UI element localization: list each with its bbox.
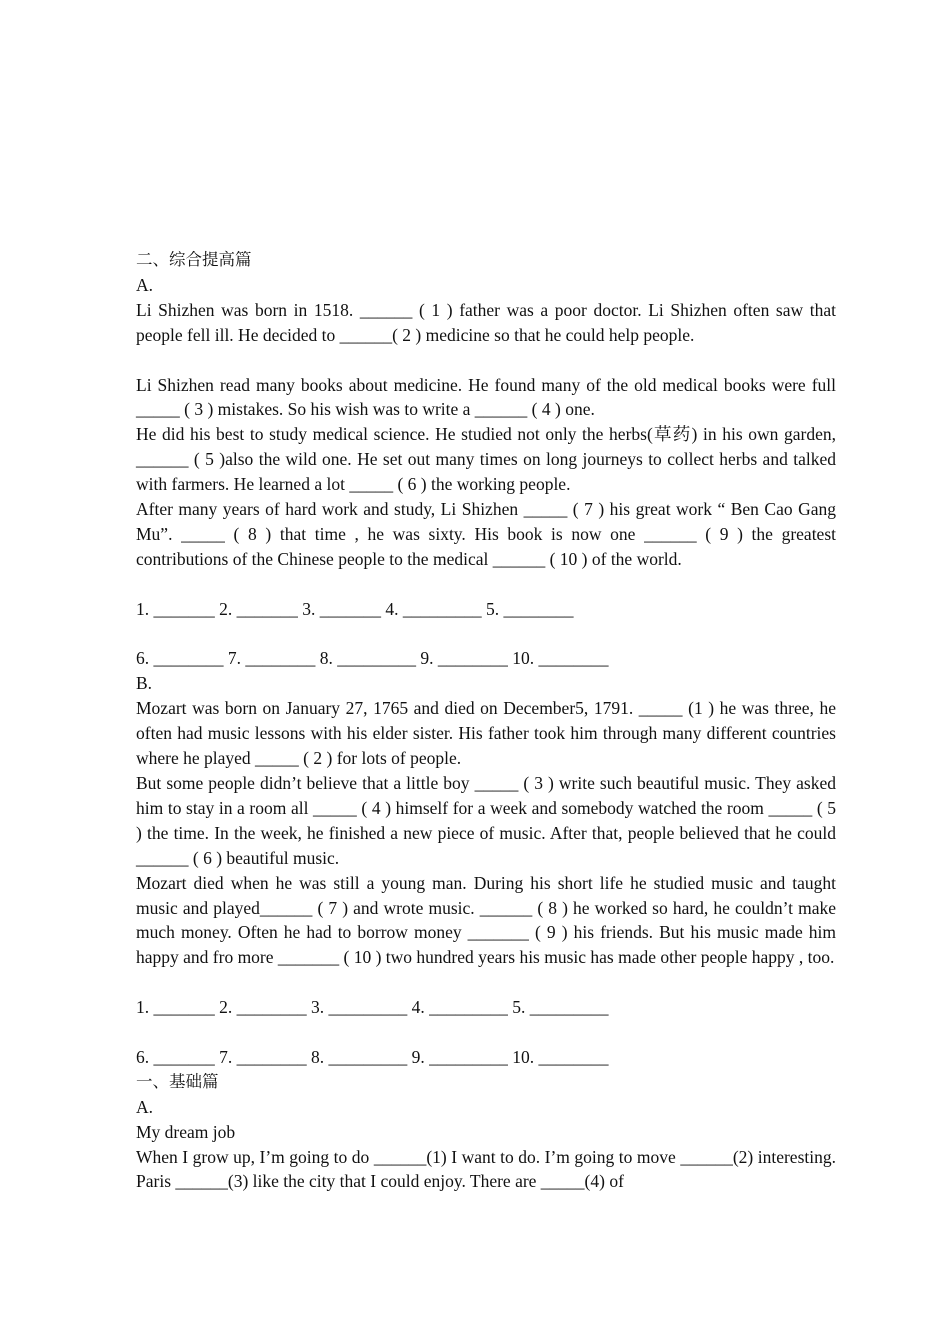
answer-blanks-a-6-10: 6. ________ 7. ________ 8. _________ 9. ________ 10. ________ (136, 648, 609, 669)
answer-blanks-b-6-10: 6. _______ 7. ________ 8. _________ 9. _________ 10. ________ (136, 1046, 609, 1067)
answer-blanks-b-1-5: 1. _______ 2. ________ 3. _________ 4. _________ 5. _________ (136, 997, 609, 1018)
section-heading-basic: 一、基础篇 (136, 1071, 219, 1091)
li-shizhen-paragraph-2: Li Shizhen read many books about medicine. He found many of the old medical books were full _____ ( 3 ) mistakes. So his wish was to write a ______ ( 4 ) one. (136, 374, 836, 420)
blank-line (136, 572, 836, 597)
mozart-paragraph-1: Mozart was born on January 27, 1765 and died on December5, 1791. _____ (1 ) he was three, he often had music lessons with his elder sister. His father took him through many different countries where he played _____ ( 2 ) for lots of people. (136, 698, 836, 769)
li-shizhen-paragraph-3: He did his best to study medical science. He studied not only the herbs(草药) in his own garden, ______ ( 5 )also the wild one. He set out many times on long journeys to collect herbs and talked with farmers. He learned a lot _____ ( 6 ) the working people. (136, 424, 836, 495)
blank-line (136, 970, 836, 995)
part-a-label: A. (136, 274, 154, 295)
blank-line (136, 1020, 836, 1045)
basic-part-a-label: A. (136, 1096, 154, 1117)
section-heading-comprehensive: 二、综合提高篇 (136, 250, 252, 269)
blank-line (136, 348, 836, 373)
answer-blanks-a-1-5: 1. _______ 2. _______ 3. _______ 4. _________ 5. ________ (136, 598, 574, 619)
li-shizhen-paragraph-1: Li Shizhen was born in 1518. ______ ( 1 ) father was a poor doctor. Li Shizhen often saw that people fell ill. He decided to ______( 2 ) medicine so that he could help people. (136, 299, 836, 345)
li-shizhen-paragraph-4: After many years of hard work and study, Li Shizhen _____ ( 7 ) his great work “ Ben Cao Gang Mu”. _____ ( 8 ) that time , he was sixty. His book is now one ______ ( 9 ) the greatest contributions of the Chinese people to the medical ______ ( 10 ) of the world. (136, 499, 836, 569)
dream-job-paragraph-1: When I grow up, I’m going to do ______(1) I want to do. I’m going to move ______(2) interesting. Paris ______(3) like the city that I could enjoy. There are _____(4) of (136, 1146, 836, 1192)
document-body (136, 248, 836, 1194)
blank-line (136, 622, 836, 647)
mozart-paragraph-3: Mozart died when he was still a young man. During his short life he studied music and taught music and played______ ( 7 ) and wrote music. ______ ( 8 ) he worked so hard, he couldn’t make much money. Often he had to borrow money _______ ( 9 ) his friends. But his music made him happy and fro more _______ ( 10 ) two hundred years his music has made other people happy , too. (136, 872, 836, 968)
mozart-paragraph-2: But some people didn’t believe that a little boy _____ ( 3 ) write such beautiful music. They asked him to stay in a room all _____ ( 4 ) himself for a week and somebody watched the room _____ ( 5 ) the time. In the week, he finished a new piece of music. After that, people believed that he could ______ ( 6 ) beautiful music. (136, 772, 836, 868)
part-b-label: B. (136, 673, 153, 694)
dream-job-title: My dream job (136, 1121, 236, 1142)
